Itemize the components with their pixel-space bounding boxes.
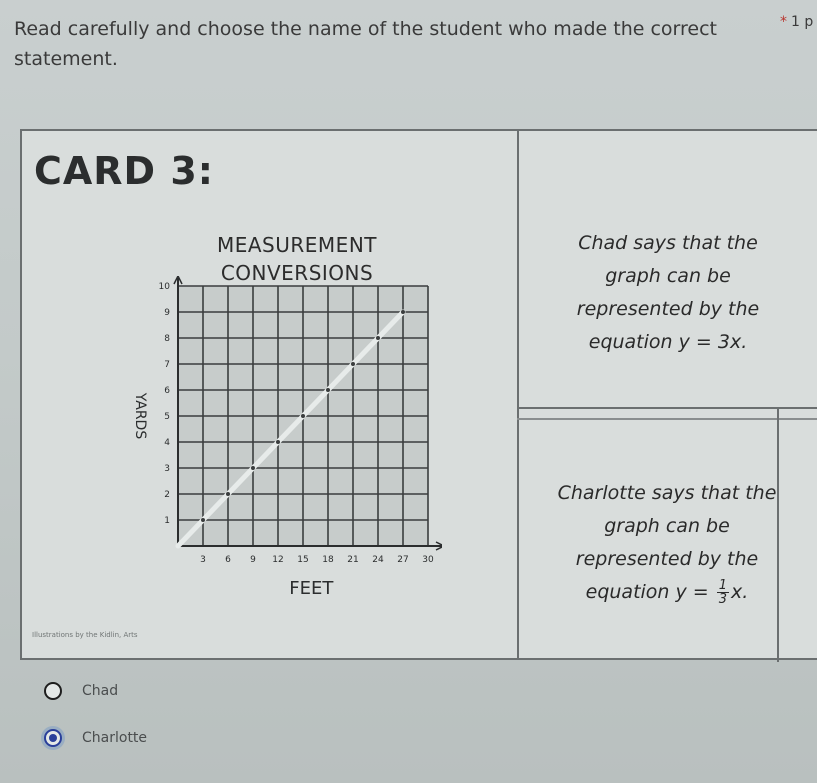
x-tick-label: 27 [397,555,409,565]
x-tick-label: 12 [272,555,284,565]
fraction-numerator: 1 [718,578,728,593]
chad-line4: equation y = 3x. [588,331,748,353]
card-divider-horizontal-inner [517,418,817,420]
x-tick-label: 21 [347,555,359,565]
data-point [376,336,380,340]
y-tick-label: 10 [158,282,170,292]
radio-charlotte[interactable] [44,729,62,747]
graph-title-line1: MEASUREMENT [216,233,377,257]
data-point [351,362,355,366]
option-charlotte[interactable] [44,729,147,747]
charlotte-line4 [522,576,812,609]
y-tick-label: 9 [164,308,170,318]
x-tick-label: 30 [422,555,434,565]
chad-line3: represented by the [576,298,760,320]
required-mark: * [780,14,787,30]
card-3 [20,129,817,660]
option-chad[interactable] [44,682,118,700]
y-tick-label: 8 [164,334,170,344]
card-title: CARD 3: [34,149,214,193]
x-tick-label: 9 [250,555,256,565]
data-point [276,440,280,444]
charlotte-line2: graph can be [604,515,730,537]
data-point [201,518,205,522]
x-axis-label: FEET [289,578,334,599]
fraction-denominator: 3 [718,592,728,607]
option-charlotte-label: Charlotte [82,730,148,746]
charlotte-statement [522,477,812,609]
charlotte-eq-prefix: equation y = [585,581,709,603]
y-tick-label: 1 [164,516,170,526]
x-tick-label: 6 [225,555,231,565]
charlotte-eq-suffix: x. [731,581,749,603]
conversion-graph [82,276,442,606]
y-tick-label: 6 [164,386,170,396]
x-tick-label: 15 [297,555,309,565]
illustration-credit: Illustrations by the Kidlin, Arts [32,631,138,639]
charlotte-line1: Charlotte says that the [557,482,777,504]
y-tick-label: 5 [164,412,170,422]
y-tick-label: 3 [164,464,170,474]
data-point [326,388,330,392]
fraction-one-third [717,579,729,606]
chad-line2: graph can be [605,265,731,287]
y-tick-label: 2 [164,490,170,500]
chad-line1: Chad says that the [578,232,758,254]
x-tick-label: 24 [372,555,384,565]
data-point [251,466,255,470]
question-text: Read carefully and choose the name of the student who made the correct statement. [14,18,717,70]
x-tick-label: 18 [322,555,334,565]
graph-title-line2: CONVERSIONS [220,261,374,285]
data-point [301,414,305,418]
data-point [401,310,405,314]
y-tick-label: 7 [164,360,170,370]
y-tick-label: 4 [164,438,170,448]
card-divider-horizontal [517,407,817,409]
x-tick-label: 3 [200,555,206,565]
option-chad-label: Chad [82,683,119,699]
charlotte-line3: represented by the [575,548,759,570]
y-axis-label: YARDS [132,392,148,440]
points-indicator [780,14,813,30]
radio-chad[interactable] [44,682,62,700]
data-point [226,492,230,496]
chad-statement [538,227,798,359]
card-divider-vertical [517,131,519,658]
points-label: 1 p [791,14,814,30]
